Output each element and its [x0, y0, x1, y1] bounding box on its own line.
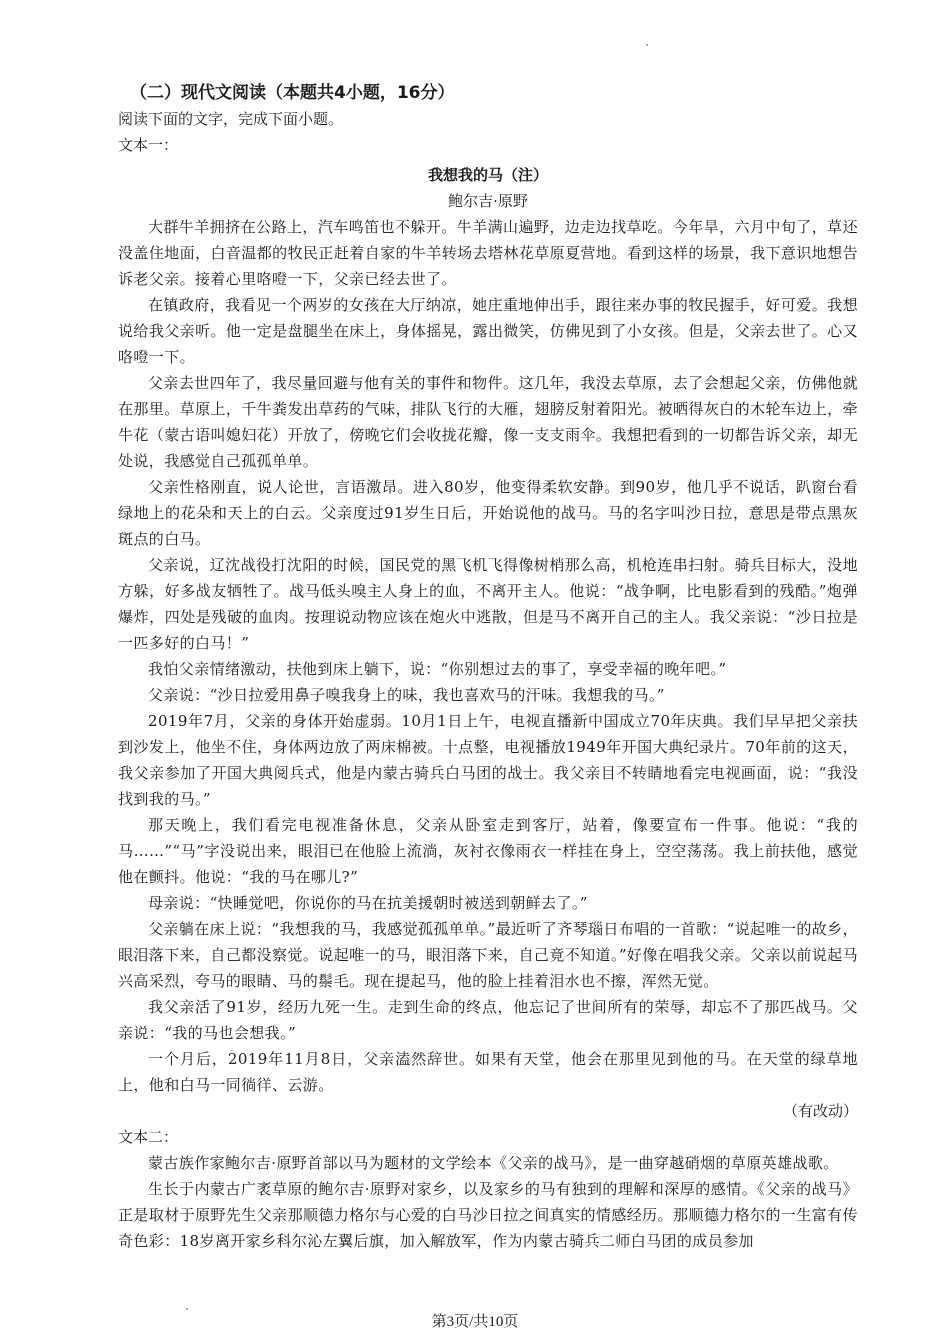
text2-body — [118, 1150, 858, 1254]
article-title: 我想我的马（注） — [427, 166, 548, 184]
article-author: 鲍尔吉·原野 — [448, 192, 528, 210]
paragraph: 那天晚上，我们看完电视准备休息，父亲从卧室走到客厅，站着，像要宣布一件事。他说：“我的马……”“马”字没说出来，眼泪已在他脸上流淌，灰衬衣像雨衣一样挂在身上，空空荡荡。我上前扶他，感觉他在颤抖。他说：“我的马在哪儿?” — [118, 816, 858, 886]
paragraph: 一个月后，2019年11月8日，父亲溘然辞世。如果有天堂，他会在那里见到他的马。在天堂的绿草地上，他和白马一同徜徉、云游。 — [118, 1050, 858, 1094]
revision-note: （有改动） — [782, 1102, 858, 1120]
text2-label: 文本二： — [118, 1128, 179, 1146]
paragraph: 母亲说：“快睡觉吧，你说你的马在抗美援朝时被送到朝鲜去了。” — [148, 894, 588, 912]
paragraph: 父亲性格刚直，说人论世，言语激昂。进入80岁，他变得柔软安静。到90岁，他几乎不说话，趴窗台看绿地上的花朵和天上的白云。父亲度过91岁生日后，开始说他的战马。马的名字叫沙日拉，意思是带点黑灰斑点的白马。 — [118, 478, 858, 548]
section-title: （二）现代文阅读（本题共4小题，16分） — [130, 83, 455, 103]
paragraph: 父亲躺在床上说：“我想我的马，我感觉孤孤单单。”最近听了齐琴瑙日布唱的一首歌：“说起唯一的故乡，眼泪落下来，自己都没察觉。说起唯一的马，眼泪落下来，自己竟不知道。”好像在唱我父亲。父亲以前说起马兴高采烈，夸马的眼睛、马的鬃毛。现在提起马，他的脸上挂着泪水也不擦，浑然无觉。 — [118, 920, 858, 990]
paragraph: 我父亲活了91岁，经历九死一生。走到生命的终点，他忘记了世间所有的荣辱，却忘不了那匹战马。父亲说：“我的马也会想我。” — [118, 998, 858, 1042]
paragraph: 在镇政府，我看见一个两岁的女孩在大厅纳凉，她庄重地伸出手，跟往来办事的牧民握手，好可爱。我想说给我父亲听。他一定是盘腿坐在床上，身体摇晃，露出微笑，仿佛见到了小女孩。但是，父亲去世了。心又咯噔一下。 — [118, 296, 858, 366]
paragraph: 父亲去世四年了，我尽量回避与他有关的事件和物件。这几年，我没去草原，去了会想起父亲，仿佛他就在那里。草原上，千牛粪发出草药的气味，排队飞行的大雁，翅膀反射着阳光。被晒得灰白的木轮车边上，牵牛花（蒙古语叫媳妇花）开放了，傍晚它们会收拢花瓣，像一支支雨伞。我想把看到的一切都告诉父亲，却无处说，我感觉自己孤孤单单。 — [118, 374, 858, 470]
text1-body — [118, 214, 858, 1098]
scan-speck — [646, 44, 648, 46]
instruction: 阅读下面的文字，完成下面小题。 — [118, 110, 344, 128]
paragraph: 2019年7月，父亲的身体开始虚弱。10月1日上午，电视直播新中国成立70年庆典。我们早早把父亲扶到沙发上，他坐不住，身体两边放了两床棉被。十点整，电视播放1949年开国大典纪录片。70年前的这天，我父亲参加了开国大典阅兵式，他是内蒙古骑兵白马团的战士。我父亲目不转睛地看完电视画面，说：“我没找到我的马。” — [118, 712, 858, 808]
paragraph: 生长于内蒙古广袤草原的鲍尔吉·原野对家乡，以及家乡的马有独到的理解和深厚的感情。《父亲的战马》正是取材于原野先生父亲那顺德力格尔与心爱的白马沙日拉之间真实的情感经历。那顺德力格尔的一生富有传奇色彩：18岁离开家乡科尔沁左翼后旗，加入解放军，作为内蒙古骑兵二师白马团的成员参加 — [118, 1180, 858, 1250]
text1-label: 文本一： — [118, 136, 179, 154]
paragraph: 父亲说，辽沈战役打沈阳的时候，国民党的黑飞机飞得像树梢那么高，机枪连串扫射。骑兵目标大，没地方躲，好多战友牺牲了。战马低头嗅主人身上的血，不离开主人。他说：“战争啊，比电影看到的残酷。”炮弹爆炸，四处是残破的血肉。按理说动物应该在炮火中逃散，但是马不离开自己的主人。我父亲说：“沙日拉是一匹多好的白马！” — [118, 556, 858, 652]
page-number: 第3页/共10页 — [431, 1314, 519, 1330]
page-content — [118, 80, 858, 1254]
paragraph: 我怕父亲情绪激动，扶他到床上躺下，说：“你别想过去的事了，享受幸福的晚年吧。” — [148, 660, 727, 678]
paragraph: 大群牛羊拥挤在公路上，汽车鸣笛也不躲开。牛羊满山遍野，边走边找草吃。今年旱，六月中旬了，草还没盖住地面，白音温都的牧民正赶着自家的牛羊转场去塔林花草原夏营地。看到这样的场景，我下意识地想告诉老父亲。接着心里咯噔一下，父亲已经去世了。 — [118, 218, 858, 288]
paragraph: 蒙古族作家鲍尔吉·原野首部以马为题材的文学绘本《父亲的战马》，是一曲穿越硝烟的草原英雄战歌。 — [148, 1154, 839, 1172]
paragraph: 父亲说：“沙日拉爱用鼻子嗅我身上的味，我也喜欢马的汗味。我想我的马。” — [148, 686, 665, 704]
